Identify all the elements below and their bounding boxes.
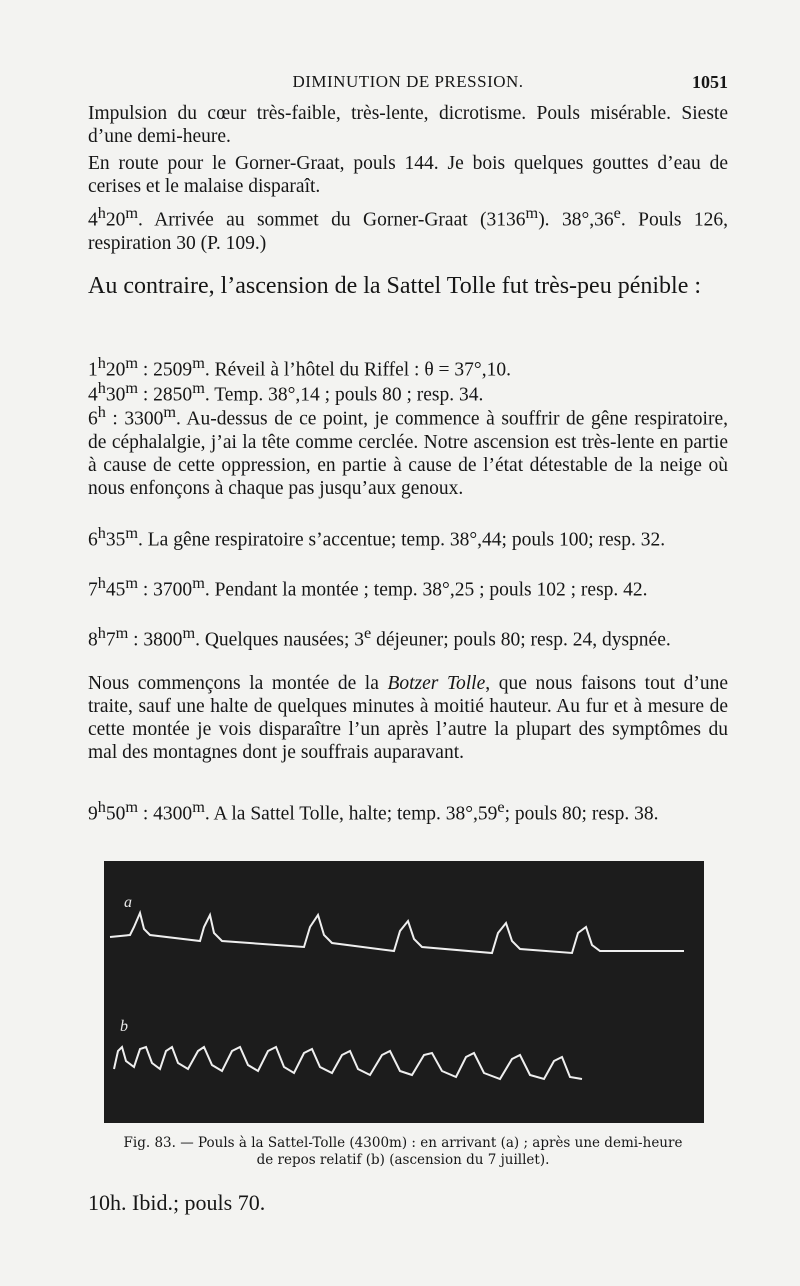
page-header [88,72,728,98]
page-number: 1051 [692,72,728,92]
last-log-entry: 10h. Ibid.; pouls 70. [88,1190,266,1215]
section-paragraph: Au contraire, l’ascension de la Sattel Tolle fut très-peu pénible : [88,273,702,299]
pulse-tracing-figure [104,861,704,1123]
pulse-trace-a [110,913,684,953]
caption-line-1: Fig. 83. — Pouls à la Sattel-Tolle (4300m) : en arrivant (a) ; après une demi-heure [123,1135,683,1151]
log-entry: 7$^h$45$^m$ : 3700$^m$. Pendant la montée ; temp. 38°,25 ; pouls 102 ; resp. 42. [88,574,648,601]
trace-label-b: b [120,1018,128,1035]
paragraph: Impulsion du cœur très-faible, très-lente, dicrotisme. Pouls misérable. Sieste d’une demi-heure. [88,103,728,147]
paragraph: En route pour le Gorner-Graat, pouls 144. Je bois quelques gouttes d’eau de cerises et le malaise disparaît. [88,153,728,197]
caption-line-2: de repos relatif (b) (ascension du 7 juillet). [256,1152,550,1168]
paragraph: 4$^h$20$^m$. Arrivée au sommet du Gorner-Graat (3136$^m$). 38°,36e. Pouls 126, respiration 30 (P. 109.) [88,204,729,254]
log-entry: 4$^h$30$^m$ : 2850$^m$. Temp. 38°,14 ; pouls 80 ; resp. 34. [88,379,484,406]
log-entry: 9$^h$50$^m$ : 4300$^m$. A la Sattel Tolle, halte; temp. 38°,59e; pouls 80; resp. 38. [88,798,659,825]
trace-label-a: a [124,894,132,911]
figure-caption [100,1135,706,1169]
log-entry: 6$^h$35$^m$. La gêne respiratoire s’accentue; temp. 38°,44; pouls 100; resp. 32. [88,524,666,551]
log-entry: 1$^h$20$^m$ : 2509$^m$. Réveil à l’hôtel du Riffel : θ = 37°,10. [88,354,511,381]
log-entry: 8$^h$7$^m$ : 3800$^m$. Quelques nausées; 3e déjeuner; pouls 80; resp. 24, dyspnée. [88,624,671,651]
running-title: DIMINUTION DE PRESSION. [292,72,524,91]
pulse-tracing-svg [104,861,704,1123]
pulse-trace-b [114,1047,582,1079]
log-entry: 6$^h$ : 3300$^m$. Au-dessus de ce point, je commence à souffrir de gêne respiratoire, de céphalalgie, j’ai la tête comme cerclée. Notre ascension est très-lente en partie à cause de cette oppression, en partie à cause de l’état détestable de la neige où nous enfonçons à chaque pas jusqu’aux genoux. [88,403,729,499]
paragraph: Nous commençons la montée de la Botzer Tolle, que nous faisons tout d’une traite, sauf une halte de quelques minutes à moitié hauteur. Au fur et à mesure de cette montée je vois disparaître l’un après l’autre la plupart des symptômes du mal des montagnes dont je souffrais auparavant. [88,673,728,763]
